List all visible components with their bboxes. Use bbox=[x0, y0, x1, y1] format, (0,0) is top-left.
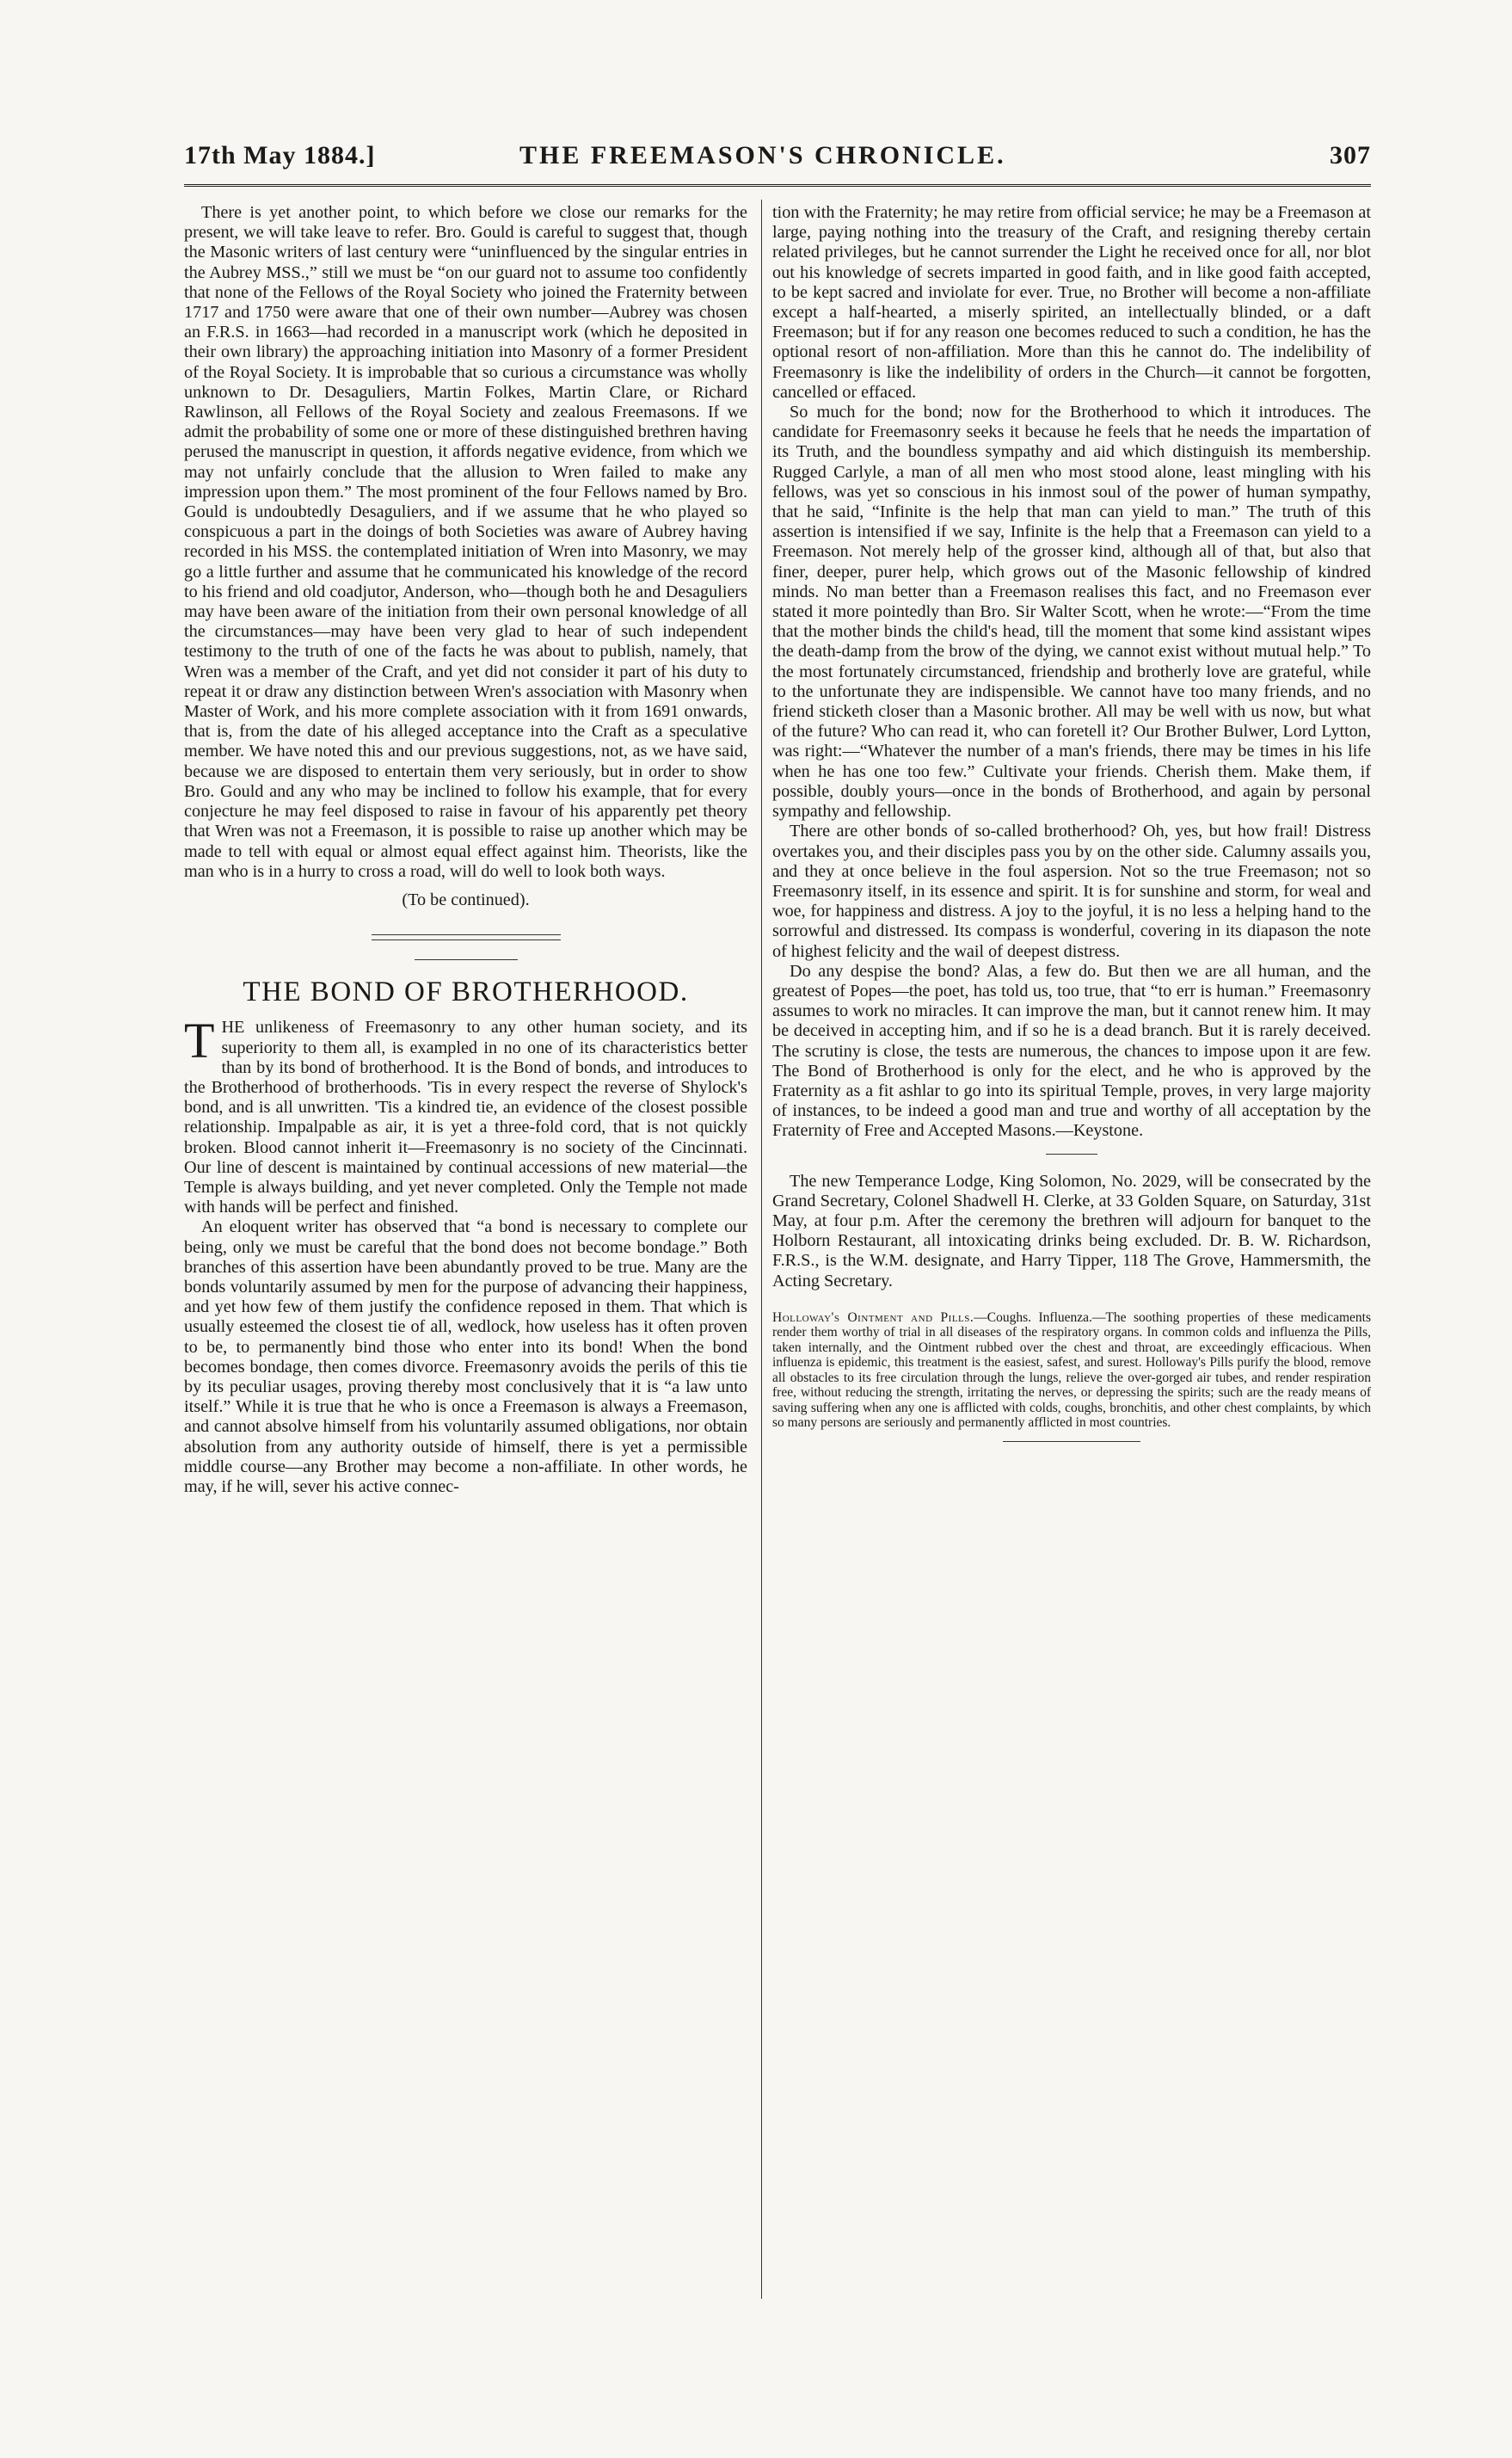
notice-separator bbox=[1046, 1154, 1097, 1155]
page-number: 307 bbox=[1330, 141, 1371, 169]
section-separator bbox=[372, 934, 561, 940]
bond-paragraph-1-text: HE unlikeness of Freemasonry to any other human society, and its superiority to them all, is exampled in no one of its characteristics better than by its bond of brotherhood. It is the Bond of bonds, and introduces to the Brotherhood of brotherhoods. 'Tis in every respect the reverse of Shylock's bond, and is all unwritten. 'Tis a kindred tie, an evidence of the closest possible relationship. Impalpable as air, it is yet a three-fold cord, that is not quickly broken. Blood cannot inherit it—Freemasonry is no society of the Cincinnati. Our line of descent is maintained by continual accessions of new material—the Temple is always building, and yet never completed. Only the Temple not made with hands will be perfect and finished. bbox=[184, 1018, 747, 1217]
advert-text: —Coughs. Influenza.—The soothing properties of these medicaments render them worthy of trial in all diseases of the respiratory organs. In common colds and influenza the Pills, taken internally, and the Ointment rubbed over the chest and throat, are exceedingly efficacious. When influenza is epidemic, this treatment is the easiest, safest, and surest. Holloway's Pills purify the blood, remove all obstacles to its free circulation through the lungs, relieve the over-gorged air tubes, and render respiration free, without reducing the strength, irritating the nerves, or depressing the spirits; such are the ready means of saving suffering when any one is afflicted with colds, coughs, bronchitis, and other chest complaints, by which so many persons are seriously and permanently afflicted in most countries. bbox=[772, 1309, 1371, 1431]
publication-title: THE FREEMASON'S CHRONICLE. bbox=[519, 141, 1006, 169]
other-bonds-paragraph: There are other bonds of so-called brotherhood? Oh, yes, but how frail! Distress overtakes you, and their disciples pass you by on the other side. Calumny assails you, and they at once believe in the foul aspersion. Not so the true Freemason; not so Freemasonry itself, in its essence and spirit. It is for sunshine and storm, for weal and woe, for happiness and distress. A joy to the joyful, it is no less a helping hand to the sorrowful and distressed. Its compass is wonderful, covering in its diapason the note of highest felicity and the wail of deepest distress. bbox=[772, 822, 1371, 961]
running-head bbox=[184, 138, 1371, 177]
gould-paragraph: There is yet another point, to which before we close our remarks for the present, we will take leave to refer. Bro. Gould is careful to suggest that, though the Masonic writers of last century were “uninfluenced by the singular entries in the Aubrey MSS.,” still we must be “on our guard not to assume too confidently that none of the Fellows of the Royal Society who joined the Fraternity between 1717 and 1750 were aware that one of their own number—Aubrey was chosen an F.R.S. in 1663—had recorded in a manuscript work (which he deposited in their own library) the approaching initiation into Masonry of a former President of the Royal Society. It is improbable that so curious a circumstance was wholly unknown to Dr. Desaguliers, Martin Folkes, Martin Clare, or Richard Rawlinson, all Fellows of the Royal Society and zealous Freemasons. If we admit the probability of some one or more of these distinguished brethren having perused the manuscript in question, it affords negative evidence, from which we may not unfairly conclude that the allusion to Wren failed to make any impression upon them.” The most prominent of the four Fellows named by Bro. Gould is undoubtedly Desaguliers, and if we assume that he who played so conspicuous a part in the doings of both Societies was aware of Aubrey having recorded in his MSS. the contemplated initiation of Wren into Masonry, we may go a little further and assume that he communicated his knowledge of the record to his friend and old coadjutor, Anderson, who—though both he and Desaguliers may have been aware of the initiation from their own personal knowledge of all the circumstances—may have been very glad to hear of such independent testimony to the truth of one of the facts he was about to publish, namely, that Wren was a member of the Craft, and yet did not consider it part of his duty to repeat it or draw any distinction between Wren's association with Masonry when Master of Work, and his more complete association with it from 1691 onwards, that is, from the date of his alleged acceptance into the Craft as a speculative member. We have noted this and our previous suggestions, not, as we have said, because we are disposed to entertain them very seriously, but in order to show Bro. Gould and any who may be inclined to follow his example, that for every conjecture he may feel disposed to raise in favour of his apparently pet theory that Wren was not a Freemason, it is possible to raise up another which may be made to tell with equal or almost equal effect against him. Theorists, like the man who is in a hurry to cross a road, will do well to look both ways. bbox=[184, 203, 747, 881]
holloway-advert bbox=[772, 1310, 1371, 1431]
brotherhood-paragraph: So much for the bond; now for the Brotherhood to which it introduces. The candidate for Freemasonry seeks it because he feels that he needs the impartation of its Truth, and the boundless sympathy and aid which distinguish its membership. Rugged Carlyle, a man of all men who most stood alone, least mingling with his fellows, was yet so conscious in his inmost soul of the power of human sympathy, that he said, “Infinite is the help that man can yield to man.” The truth of this assertion is intensified if we say, Infinite is the help that a Freemason can yield to a Freemason. Not merely help of the grosser kind, although all of that, but also that finer, deeper, purer help, which grows out of the Masonic fellowship of kindred minds. No man better than a Freemason realises this fact, and no Freemason ever stated it more pointedly than Bro. Sir Walter Scott, when he wrote:—“From the time that the mother binds the child's head, till the moment that some kind assistant wipes the death-damp from the brow of the dying, we cannot exist without mutual help.” To the most fortunately circumstanced, friendship and brotherly love are grateful, while to the unfortunate they are indispensible. We cannot have too many friends, and no friend sticketh closer than a Masonic brother. All may be well with us now, but what of the future? Who can read it, who can foretell it? Our Brother Bulwer, Lord Lytton, was right:—“Whatever the number of a man's friends, there may be times in his life when he has one too few.” Cultivate your friends. Cherish them. Make them, if possible, doubly yours—once in the bonds of Brotherhood, and again by personal sympathy and fellowship. bbox=[772, 403, 1371, 822]
temperance-lodge-notice: The new Temperance Lodge, King Solomon, No. 2029, will be consecrated by the Grand Secretary, Colonel Shadwell H. Clerke, at 33 Golden Square, on Saturday, 31st May, at four p.m. After the ceremony the brethren will adjourn for banquet to the Holborn Restaurant, all intoxicating drinks being excluded. Dr. B. W. Richardson, F.R.S., is the W.M. designate, and Harry Tipper, 118 The Grove, Hammersmith, the Acting Secretary. bbox=[772, 1171, 1371, 1291]
to-be-continued: (To be continued). bbox=[402, 890, 530, 909]
bond-paragraph-1 bbox=[184, 1013, 747, 1217]
section-title: THE BOND OF BROTHERHOOD. bbox=[243, 976, 689, 1008]
column-divider bbox=[761, 200, 762, 2299]
section-separator-short bbox=[415, 959, 518, 960]
advert-title: Holloway's Ointment and Pills. bbox=[772, 1309, 974, 1325]
bond-paragraph-2: An eloquent writer has observed that “a bond is necessary to complete our being, only we must be careful that the bond does not become bondage.” Both branches of this assertion have been abundantly proved to be true. Many are the bonds voluntarily assumed by men for the purpose of advancing their happiness, and yet how few of them justify the confidence reposed in them. That which is usually esteemed the closest tie of all, wedlock, how useless has it often proven to be, to permanently bind those who enter into its bond! When the bond becomes bondage, then comes divorce. Freemasonry avoids the perils of this tie by its peculiar usages, proving thereby most conclusively that it is “a law unto itself.” While it is true that he who is once a Freemason is always a Freemason, and cannot absolve himself from his voluntarily assumed obligations, nor obtain absolution from any authority outside of himself, there is yet a permissible middle course—any Brother may become a non-affiliate. In other words, he may, if he will, sever his active connec- bbox=[184, 1217, 747, 1496]
left-column bbox=[184, 203, 747, 1497]
header-rule bbox=[184, 184, 1371, 187]
advert-rule bbox=[1003, 1441, 1140, 1442]
bond-continuation: tion with the Fraternity; he may retire from official service; he may be a Freemason at large, paying nothing into the treasury of the Craft, and resigning thereby certain related privileges, but he cannot surrender the Light he received once for all, nor blot out his knowledge of secrets imparted in good faith, and in like good faith accepted, to be kept sacred and inviolate for ever. True, no Brother will become a non-affiliate except a half-hearted, a miserly spirited, an intellectually blinded, or a daft Freemason; but if for any reason one becomes reduced to such a condition, he has the optional resort of non-affiliation. More than this he cannot do. The indelibility of Freemasonry is like the indelibility of orders in the Church—it cannot be forgotten, cancelled or effaced. bbox=[772, 203, 1371, 402]
despise-bond-paragraph: Do any despise the bond? Alas, a few do. But then we are all human, and the greatest of Popes—the poet, has told us, too true, that “to err is human.” Freemasonry assumes to work no miracles. It can improve the man, but it cannot renew him. It may be deceived in accepting him, and if so he is a dead branch. But it is rarely deceived. The scrutiny is close, the tests are numerous, the chances to impose upon it are few. The Bond of Brotherhood is only for the elect, and he who is approved by the Fraternity as a fit ashlar to go into its spiritual Temple, proves, in very large majority of instances, to be indeed a good man and true and worthy of all acceptation by the Fraternity of Free and Accepted Masons.—Keystone. bbox=[772, 961, 1371, 1141]
issue-date: 17th May 1884.] bbox=[184, 141, 376, 169]
drop-cap: T bbox=[184, 1013, 215, 1069]
right-column bbox=[772, 203, 1371, 1442]
